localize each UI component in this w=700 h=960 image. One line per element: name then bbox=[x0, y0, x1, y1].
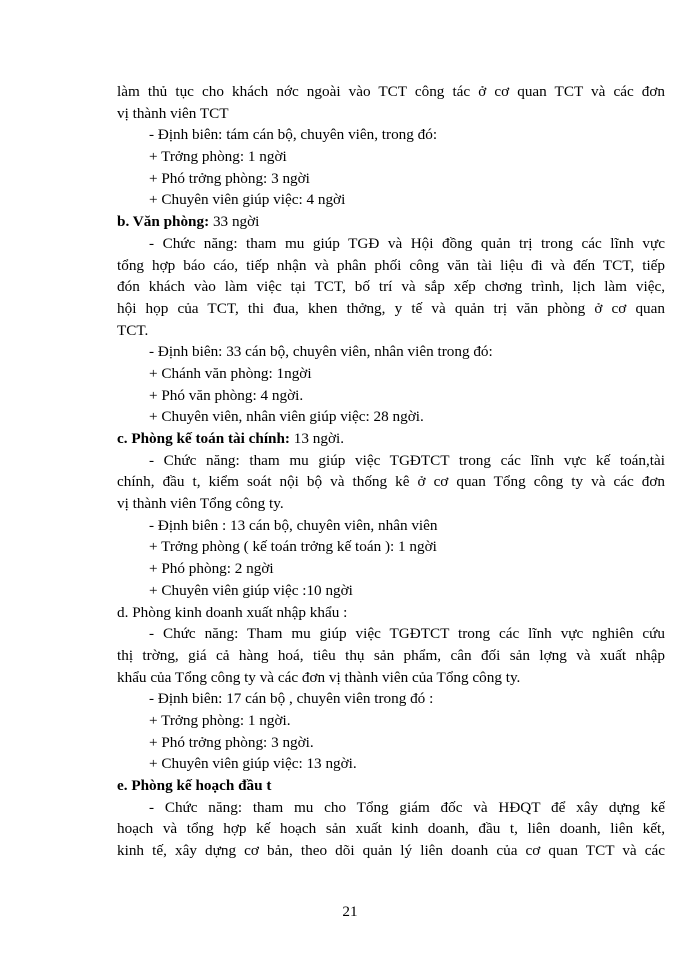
list-item: + Chánh văn phòng: 1ngời bbox=[149, 364, 312, 382]
text-line: làm thủ tục cho khách nớc ngoài vào TCT công tác ở cơ quan TCT và các đơn bbox=[117, 83, 665, 100]
list-item: + Phó trởng phòng: 3 ngời. bbox=[149, 733, 314, 751]
list-item: + Chuyên viên giúp việc :10 ngời bbox=[149, 581, 353, 599]
text-line: TCT. bbox=[117, 321, 149, 339]
list-item: + Chuyên viên, nhân viên giúp việc: 28 ngời. bbox=[149, 408, 424, 426]
list-item: - Định biên : 13 cán bộ, chuyên viên, nhân viên bbox=[149, 516, 438, 534]
text-line: khẩu của Tổng công ty và các đơn vị thành viên của Tổng công ty. bbox=[117, 668, 521, 686]
list-item: - Định biên: 33 cán bộ, chuyên viên, nhân viên trong đó: bbox=[149, 343, 493, 361]
list-item: + Phó trởng phòng: 3 ngời bbox=[149, 169, 310, 187]
list-item: - Định biên: 17 cán bộ , chuyên viên trong đó : bbox=[149, 690, 434, 708]
heading-value: 33 ngời bbox=[209, 213, 260, 231]
text-line: thị trờng, giá cả hàng hoá, tiêu thụ sản phẩm, cân đối sản lợng và xuất nhập bbox=[117, 646, 665, 664]
text-line: hội họp của TCT, thi đua, khen thởng, y tế và quản trị văn phòng ở cơ quan bbox=[117, 299, 665, 317]
text-line: đón khách vào làm việc tại TCT, bố trí và sắp xếp chơng trình, lịch làm việc, bbox=[117, 278, 665, 296]
section-heading-b bbox=[117, 211, 665, 233]
document-body bbox=[117, 81, 665, 862]
list-item: + Trởng phòng: 1 ngời bbox=[149, 148, 287, 166]
text-line: kinh tế, xây dựng cơ bản, theo dõi quản lý liên doanh của cơ quan TCT và các bbox=[117, 842, 665, 860]
list-item: + Chuyên viên giúp việc: 13 ngời. bbox=[149, 755, 357, 773]
heading-value: 13 ngời. bbox=[290, 430, 345, 447]
heading-label: e. Phòng kế hoạch đầu t bbox=[117, 777, 272, 794]
text-line: tổng hợp báo cáo, tiếp nhận và phân phối công văn tài liệu đi và đến TCT, tiếp bbox=[117, 256, 665, 274]
text-line: - Chức năng: Tham mu giúp việc TGĐTCT trong các lĩnh vực nghiên cứu bbox=[149, 625, 665, 643]
text-line: vị thành viên Tổng công ty. bbox=[117, 495, 284, 513]
list-item: + Phó phòng: 2 ngời bbox=[149, 560, 274, 578]
list-item: + Trởng phòng ( kế toán trởng kế toán ): 1 ngời bbox=[149, 538, 437, 556]
text-line: - Chức năng: tham mu giúp việc TGĐTCT trong các lĩnh vực kế toán,tài bbox=[149, 451, 665, 469]
heading-label: c. Phòng kế toán tài chính: bbox=[117, 430, 290, 447]
list-item: + Phó văn phòng: 4 ngời. bbox=[149, 386, 304, 404]
page-number: 21 bbox=[342, 903, 358, 920]
text-line: chính, đầu t, kiểm soát nội bộ và thống kê ở cơ quan Tổng công ty và các đơn bbox=[117, 473, 665, 491]
list-item: + Trởng phòng: 1 ngời. bbox=[149, 711, 291, 729]
list-item: + Chuyên viên giúp việc: 4 ngời bbox=[149, 191, 346, 209]
text-line: vị thành viên TCT bbox=[117, 104, 229, 122]
heading-label: b. Văn phòng: bbox=[117, 213, 210, 231]
section-heading-c bbox=[117, 428, 665, 450]
section-heading-d: d. Phòng kinh doanh xuất nhập khẩu : bbox=[117, 603, 348, 621]
text-line: hoạch và tổng hợp kế hoạch sản xuất kinh doanh, đầu t, liên doanh, liên kết, bbox=[117, 820, 665, 838]
section-heading-e bbox=[117, 775, 665, 797]
text-line: - Chức năng: tham mu cho Tổng giám đốc và HĐQT để xây dựng kế bbox=[149, 798, 665, 816]
text-line: - Chức năng: tham mu giúp TGĐ và Hội đồng quản trị trong các lĩnh vực bbox=[149, 234, 665, 252]
list-item: - Định biên: tám cán bộ, chuyên viên, trong đó: bbox=[149, 126, 438, 144]
